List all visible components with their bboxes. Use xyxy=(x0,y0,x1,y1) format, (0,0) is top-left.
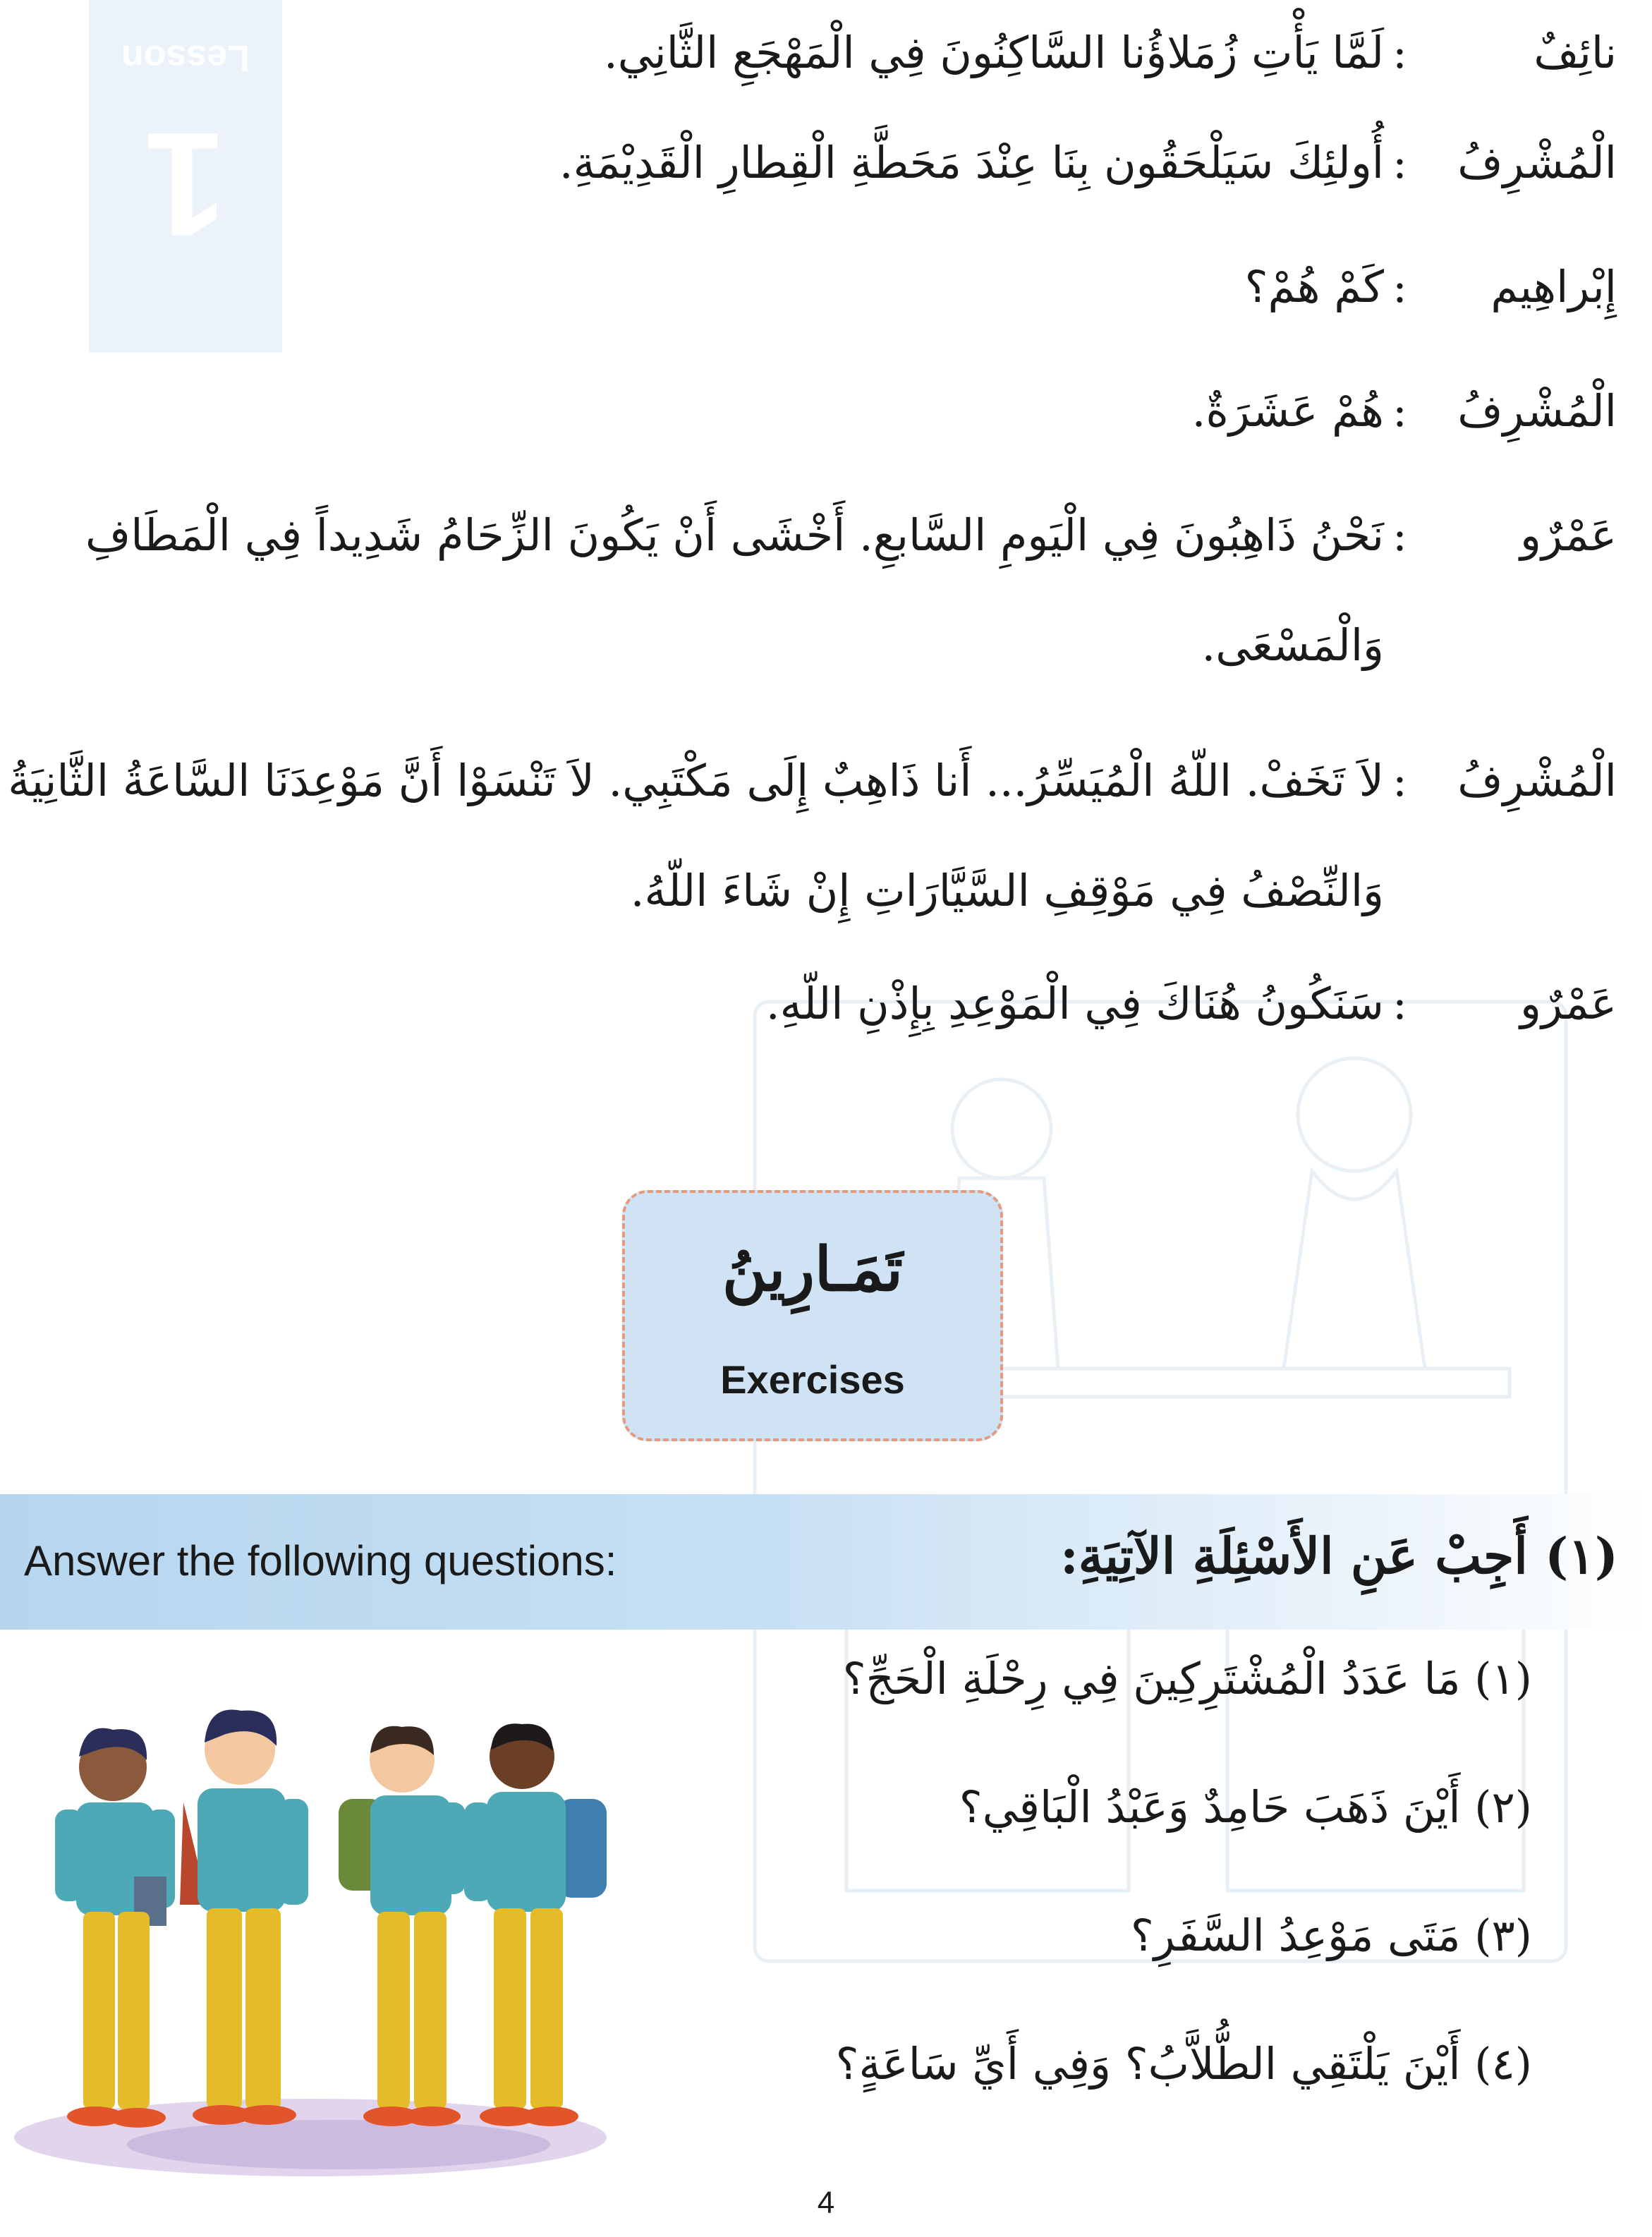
speaker-colon: : xyxy=(1392,261,1407,313)
student-figure xyxy=(180,1709,308,2125)
utterance-text: كَمْ هُمْ؟ xyxy=(1244,261,1384,313)
exercises-title-arabic: تَمَـارِينُ xyxy=(722,1234,903,1305)
speaker-name: الْمُشْرِفُ xyxy=(1457,755,1617,806)
question-item: (١) مَا عَدَدُ الْمُشْتَرِكِينَ فِي رِحْلَةِ الْحَجِّ؟ xyxy=(842,1653,1532,1704)
students-illustration xyxy=(7,1672,628,2180)
lesson-tab-word: Lesson xyxy=(121,37,250,78)
question-item: (٢) أَيْنَ ذَهَبَ حَامِدٌ وَعَبْدُ الْبَاقِي؟ xyxy=(959,1781,1532,1833)
speaker-name: نائِفٌ xyxy=(1533,27,1617,78)
speaker-colon: : xyxy=(1392,509,1407,561)
dialogue-line xyxy=(20,255,1617,380)
student-figure xyxy=(339,1726,466,2126)
question-item: (٤) أَيْنَ يَلْتَقِي الطُّلاَّبُ؟ وَفِي أَيِّ سَاعَةٍ؟ xyxy=(835,2038,1532,2090)
dialogue-line xyxy=(20,21,1617,131)
exercises-title-english: Exercises xyxy=(720,1357,905,1402)
dialogue xyxy=(8,21,1617,1036)
utterance-line: وَالنِّصْفُ فِي مَوْقِفِ السَّيَّارَاتِ إِنْ شَاءَ اللّهُ. xyxy=(630,865,1384,916)
utterance-text xyxy=(20,504,1384,677)
speaker-colon: : xyxy=(1392,385,1407,437)
dialogue-line xyxy=(20,972,1617,1036)
utterance-text xyxy=(8,749,1384,923)
utterance-text: لَمَّا يَأْتِ زُمَلاؤُنا السَّاكِنُونَ فِي الْمَهْجَعِ الثَّانِي. xyxy=(604,27,1384,78)
utterance-text: هُمْ عَشَرَةٌ. xyxy=(1191,385,1384,437)
dialogue-line xyxy=(8,749,1617,972)
dialogue-line xyxy=(20,131,1617,255)
utterance-line: وَالْمَسْعَى. xyxy=(1201,619,1384,671)
speaker-name: الْمُشْرِفُ xyxy=(1457,137,1617,188)
speaker-name: الْمُشْرِفُ xyxy=(1457,385,1617,437)
student-figure xyxy=(464,1723,607,2126)
utterance-text: سَنَكُونُ هُنَاكَ فِي الْمَوْعِدِ بِإِذْنِ اللّهِ. xyxy=(765,978,1384,1029)
dialogue-line xyxy=(20,380,1617,504)
exercises-heading-box xyxy=(622,1190,1003,1441)
speaker-colon: : xyxy=(1392,755,1407,806)
speaker-name: عَمْرٌو xyxy=(1520,509,1617,561)
student-figure xyxy=(55,1728,175,2128)
instruction-arabic: (١) أَجِبْ عَنِ الأَسْئِلَةِ الآتِيَةِ: xyxy=(1059,1527,1618,1585)
question-list xyxy=(686,1644,1532,2157)
utterance-text: أُولئِكَ سَيَلْحَقُون بِنَا عِنْدَ مَحَطَّةِ الْقِطارِ الْقَدِيْمَةِ. xyxy=(559,137,1384,188)
speaker-name: عَمْرٌو xyxy=(1520,978,1617,1029)
utterance-line: لاَ تَخَفْ. اللّهُ الْمُيَسِّرُ... أَنا ذَاهِبٌ إِلَى مَكْتَبِي. لاَ تَنْسَوْا أَنَّ مَوْعِدَنَا السَّاعَةُ الثَّانِيَةُ xyxy=(8,755,1384,806)
speaker-colon: : xyxy=(1392,137,1407,188)
speaker-name: إِبْراهِيم xyxy=(1490,261,1617,313)
speaker-colon: : xyxy=(1392,27,1407,78)
utterance-line: نَحْنُ ذَاهِبُونَ فِي الْيَومِ السَّابعِ. أَخْشَى أَنْ يَكُونَ الزِّحَامُ شَدِيداً فِي الْمَطَافِ xyxy=(85,509,1384,561)
lesson-tab-number: 1 xyxy=(144,102,227,267)
page-number: 4 xyxy=(817,2186,835,2220)
instruction-english: Answer the following questions: xyxy=(24,1537,617,1584)
question-item: (٣) مَتَى مَوْعِدُ السَّفَرِ؟ xyxy=(1130,1910,1532,1961)
dialogue-line xyxy=(20,504,1617,749)
speaker-colon: : xyxy=(1392,978,1407,1029)
